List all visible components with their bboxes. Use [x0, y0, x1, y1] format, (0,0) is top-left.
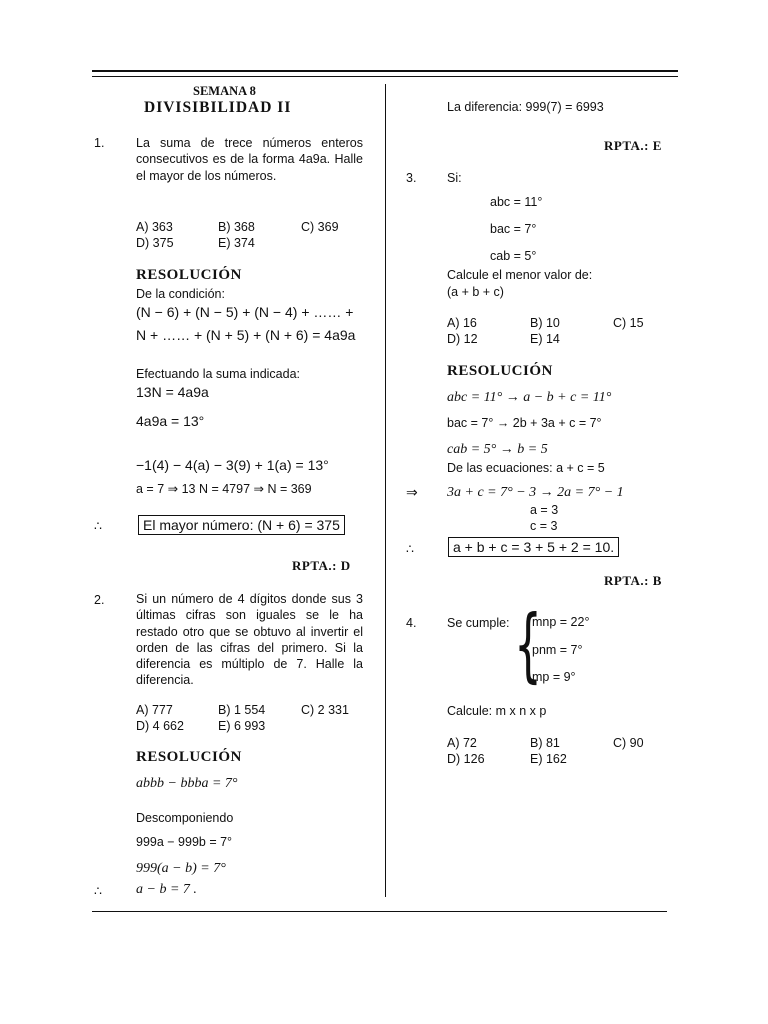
- p2-therefore: ∴: [94, 884, 102, 898]
- p4-brace-icon: {: [514, 598, 542, 691]
- p4-cond-mnp: mnp = 22°: [532, 615, 590, 629]
- p3-cond-abc: abc = 11°: [490, 195, 543, 209]
- p3-ask-2: (a + b + c): [447, 285, 504, 299]
- p4-option-c: C) 90: [613, 736, 644, 750]
- p2-option-d: D) 4 662: [136, 719, 184, 733]
- p1-line-criterion: −1(4) − 4(a) − 3(9) + 1(a) = 13°: [136, 457, 329, 473]
- p4-cond-pnm: pnm = 7°: [532, 643, 583, 657]
- p2-rpta: RPTA.: E: [604, 138, 662, 153]
- problem-4-number: 4.: [406, 616, 417, 630]
- p1-rpta: RPTA.: D: [292, 558, 351, 573]
- p3-line-1: abc = 11° → a − b + c = 11°: [447, 390, 612, 405]
- p3-line-2: bac = 7° → 2b + 3a + c = 7°: [447, 416, 602, 430]
- p3-line-3: cab = 5° → b = 5: [447, 442, 548, 457]
- column-divider: [385, 84, 386, 897]
- p3-si: Si:: [447, 171, 462, 185]
- p1-line-efectuando: Efectuando la suma indicada:: [136, 367, 300, 381]
- p2-option-a: A) 777: [136, 703, 173, 717]
- p3-option-d: D) 12: [447, 332, 478, 346]
- p3-implies: ⇒: [406, 484, 418, 500]
- p2-diferencia: La diferencia: 999(7) = 6993: [447, 100, 604, 114]
- p4-option-e: E) 162: [530, 752, 567, 766]
- p1-line-13n: 13N = 4a9a: [136, 384, 209, 400]
- p1-therefore: ∴: [94, 519, 102, 533]
- p2-resolucion-heading: RESOLUCIÓN: [136, 749, 242, 765]
- problem-2-text: Si un número de 4 dígitos donde sus 3 últimas cifras son iguales se le ha restado otro que se obtuvo al invertir el orden de las cifras del primero. Si la diferencia es múltiplo de 7. Halle la diferencia.: [136, 592, 363, 688]
- p1-line-solution: a = 7 ⇒ 13 N = 4797 ⇒ N = 369: [136, 482, 312, 496]
- week-label: SEMANA 8: [193, 84, 256, 98]
- p1-line-sum-1: (N − 6) + (N − 5) + (N − 4) + …… +: [136, 304, 354, 320]
- p1-option-c: C) 369: [301, 220, 339, 234]
- p1-answer-box: El mayor número: (N + 6) = 375: [138, 515, 345, 535]
- p1-resolucion-heading: RESOLUCIÓN: [136, 267, 242, 283]
- p2-line-descomponiendo: Descomponiendo: [136, 811, 234, 825]
- p1-option-b: B) 368: [218, 220, 255, 234]
- p2-line-999: 999a − 999b = 7°: [136, 835, 233, 849]
- p3-line-c: c = 3: [530, 519, 558, 533]
- p4-option-b: B) 81: [530, 736, 560, 750]
- p3-cond-cab: cab = 5°: [490, 249, 537, 263]
- p2-line-result: a − b = 7 .: [136, 882, 197, 897]
- p1-option-d: D) 375: [136, 236, 174, 250]
- p3-resolucion-heading: RESOLUCIÓN: [447, 363, 553, 379]
- problem-2-number: 2.: [94, 593, 105, 607]
- problem-3-number: 3.: [406, 171, 417, 185]
- top-rule-thin: [92, 76, 678, 77]
- p4-cond-mp: mp = 9°: [532, 670, 576, 684]
- p2-line-factored: 999(a − b) = 7°: [136, 861, 226, 876]
- problem-1-text: La suma de trece números enteros consecutivos es de la forma 4a9a. Halle el mayor de los números.: [136, 136, 363, 183]
- p2-option-c: C) 2 331: [301, 703, 349, 717]
- p2-line-diff: abbb − bbba = 7°: [136, 776, 238, 791]
- p3-option-e: E) 14: [530, 332, 560, 346]
- p1-line-condicion: De la condición:: [136, 287, 225, 301]
- bottom-rule: [92, 911, 667, 912]
- problem-1-number: 1.: [94, 136, 105, 150]
- p3-therefore: ∴: [406, 542, 414, 556]
- p3-line-4: 3a + c = 7° − 3 → 2a = 7° − 1: [447, 485, 624, 500]
- p3-rpta: RPTA.: B: [604, 573, 662, 588]
- p1-line-multiple: 4a9a = 13°: [136, 413, 205, 429]
- p2-option-b: B) 1 554: [218, 703, 266, 717]
- p3-option-b: B) 10: [530, 316, 560, 330]
- p1-option-a: A) 363: [136, 220, 173, 234]
- p3-cond-bac: bac = 7°: [490, 222, 537, 236]
- p4-option-a: A) 72: [447, 736, 477, 750]
- p3-line-a: a = 3: [530, 503, 559, 517]
- page-title: DIVISIBILIDAD II: [144, 99, 292, 116]
- p3-answer-box: a + b + c = 3 + 5 + 2 = 10.: [448, 537, 619, 557]
- p3-option-a: A) 16: [447, 316, 477, 330]
- p3-ask-1: Calcule el menor valor de:: [447, 268, 593, 282]
- p4-se-cumple: Se cumple:: [447, 616, 510, 630]
- p3-line-ecuaciones: De las ecuaciones: a + c = 5: [447, 461, 605, 475]
- p4-option-d: D) 126: [447, 752, 485, 766]
- p1-option-e: E) 374: [218, 236, 255, 250]
- p3-option-c: C) 15: [613, 316, 644, 330]
- top-rule-thick: [92, 70, 678, 72]
- p1-line-sum-2: N + …… + (N + 5) + (N + 6) = 4a9a: [136, 327, 356, 343]
- p2-option-e: E) 6 993: [218, 719, 266, 733]
- p4-ask: Calcule: m x n x p: [447, 704, 547, 718]
